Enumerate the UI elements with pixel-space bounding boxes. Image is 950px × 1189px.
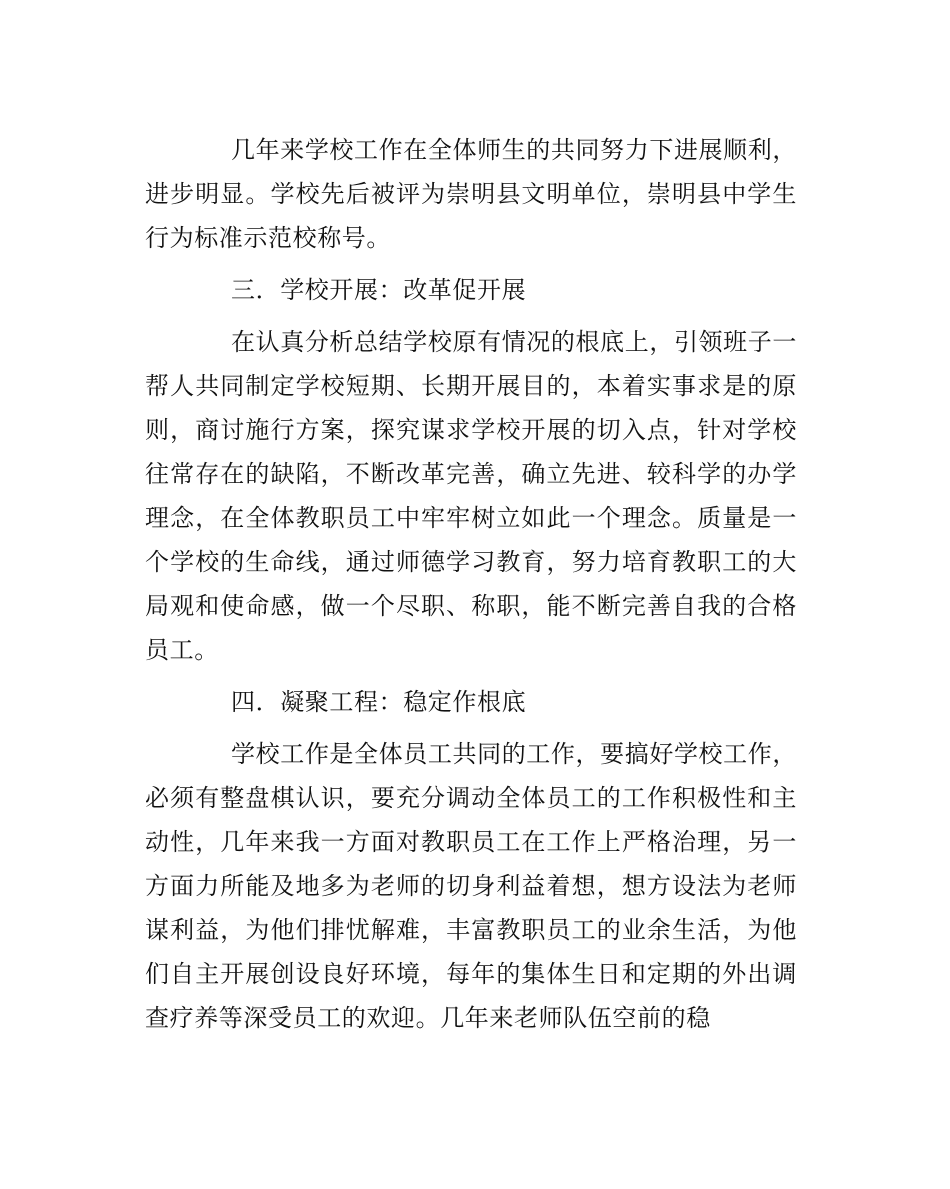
section-heading-cohesion: 四．凝聚工程：稳定作根底 xyxy=(231,688,527,716)
document-body xyxy=(145,128,797,1048)
paragraph-cohesion: 学校工作是全体员工共同的工作，要搞好学校工作，必须有整盘棋认识，要充分调动全体员工的工作积极性和主动性，几年来我一方面对教职员工在工作上严格治理，另一方面力所能及地多为老师的切身利益着想，想方设法为老师谋利益，为他们排忧解难，丰富教职员工的业余生活，为他们自主开展创设良好环境，每年的集体生日和定期的外出调查疗养等深受员工的欢迎。几年来老师队伍空前的稳 xyxy=(145,740,797,1032)
section-heading-reform: 三．学校开展：改革促开展 xyxy=(231,276,527,304)
paragraph-school-progress: 几年来学校工作在全体师生的共同努力下进展顺利，进步明显。学校先后被评为崇明县文明单位，崇明县中学生行为标准示范校称号。 xyxy=(145,136,797,252)
paragraph-reform: 在认真分析总结学校原有情况的根底上，引领班子一帮人共同制定学校短期、长期开展目的，本着实事求是的原则，商讨施行方案，探究谋求学校开展的切入点，针对学校往常存在的缺陷，不断改革完善，确立先进、较科学的办学理念，在全体教职员工中牢牢树立如此一个理念。质量是一个学校的生命线，通过师德学习教育，努力培育教职工的大局观和使命感，做一个尽职、称职，能不断完善自我的合格员工。 xyxy=(145,328,797,664)
